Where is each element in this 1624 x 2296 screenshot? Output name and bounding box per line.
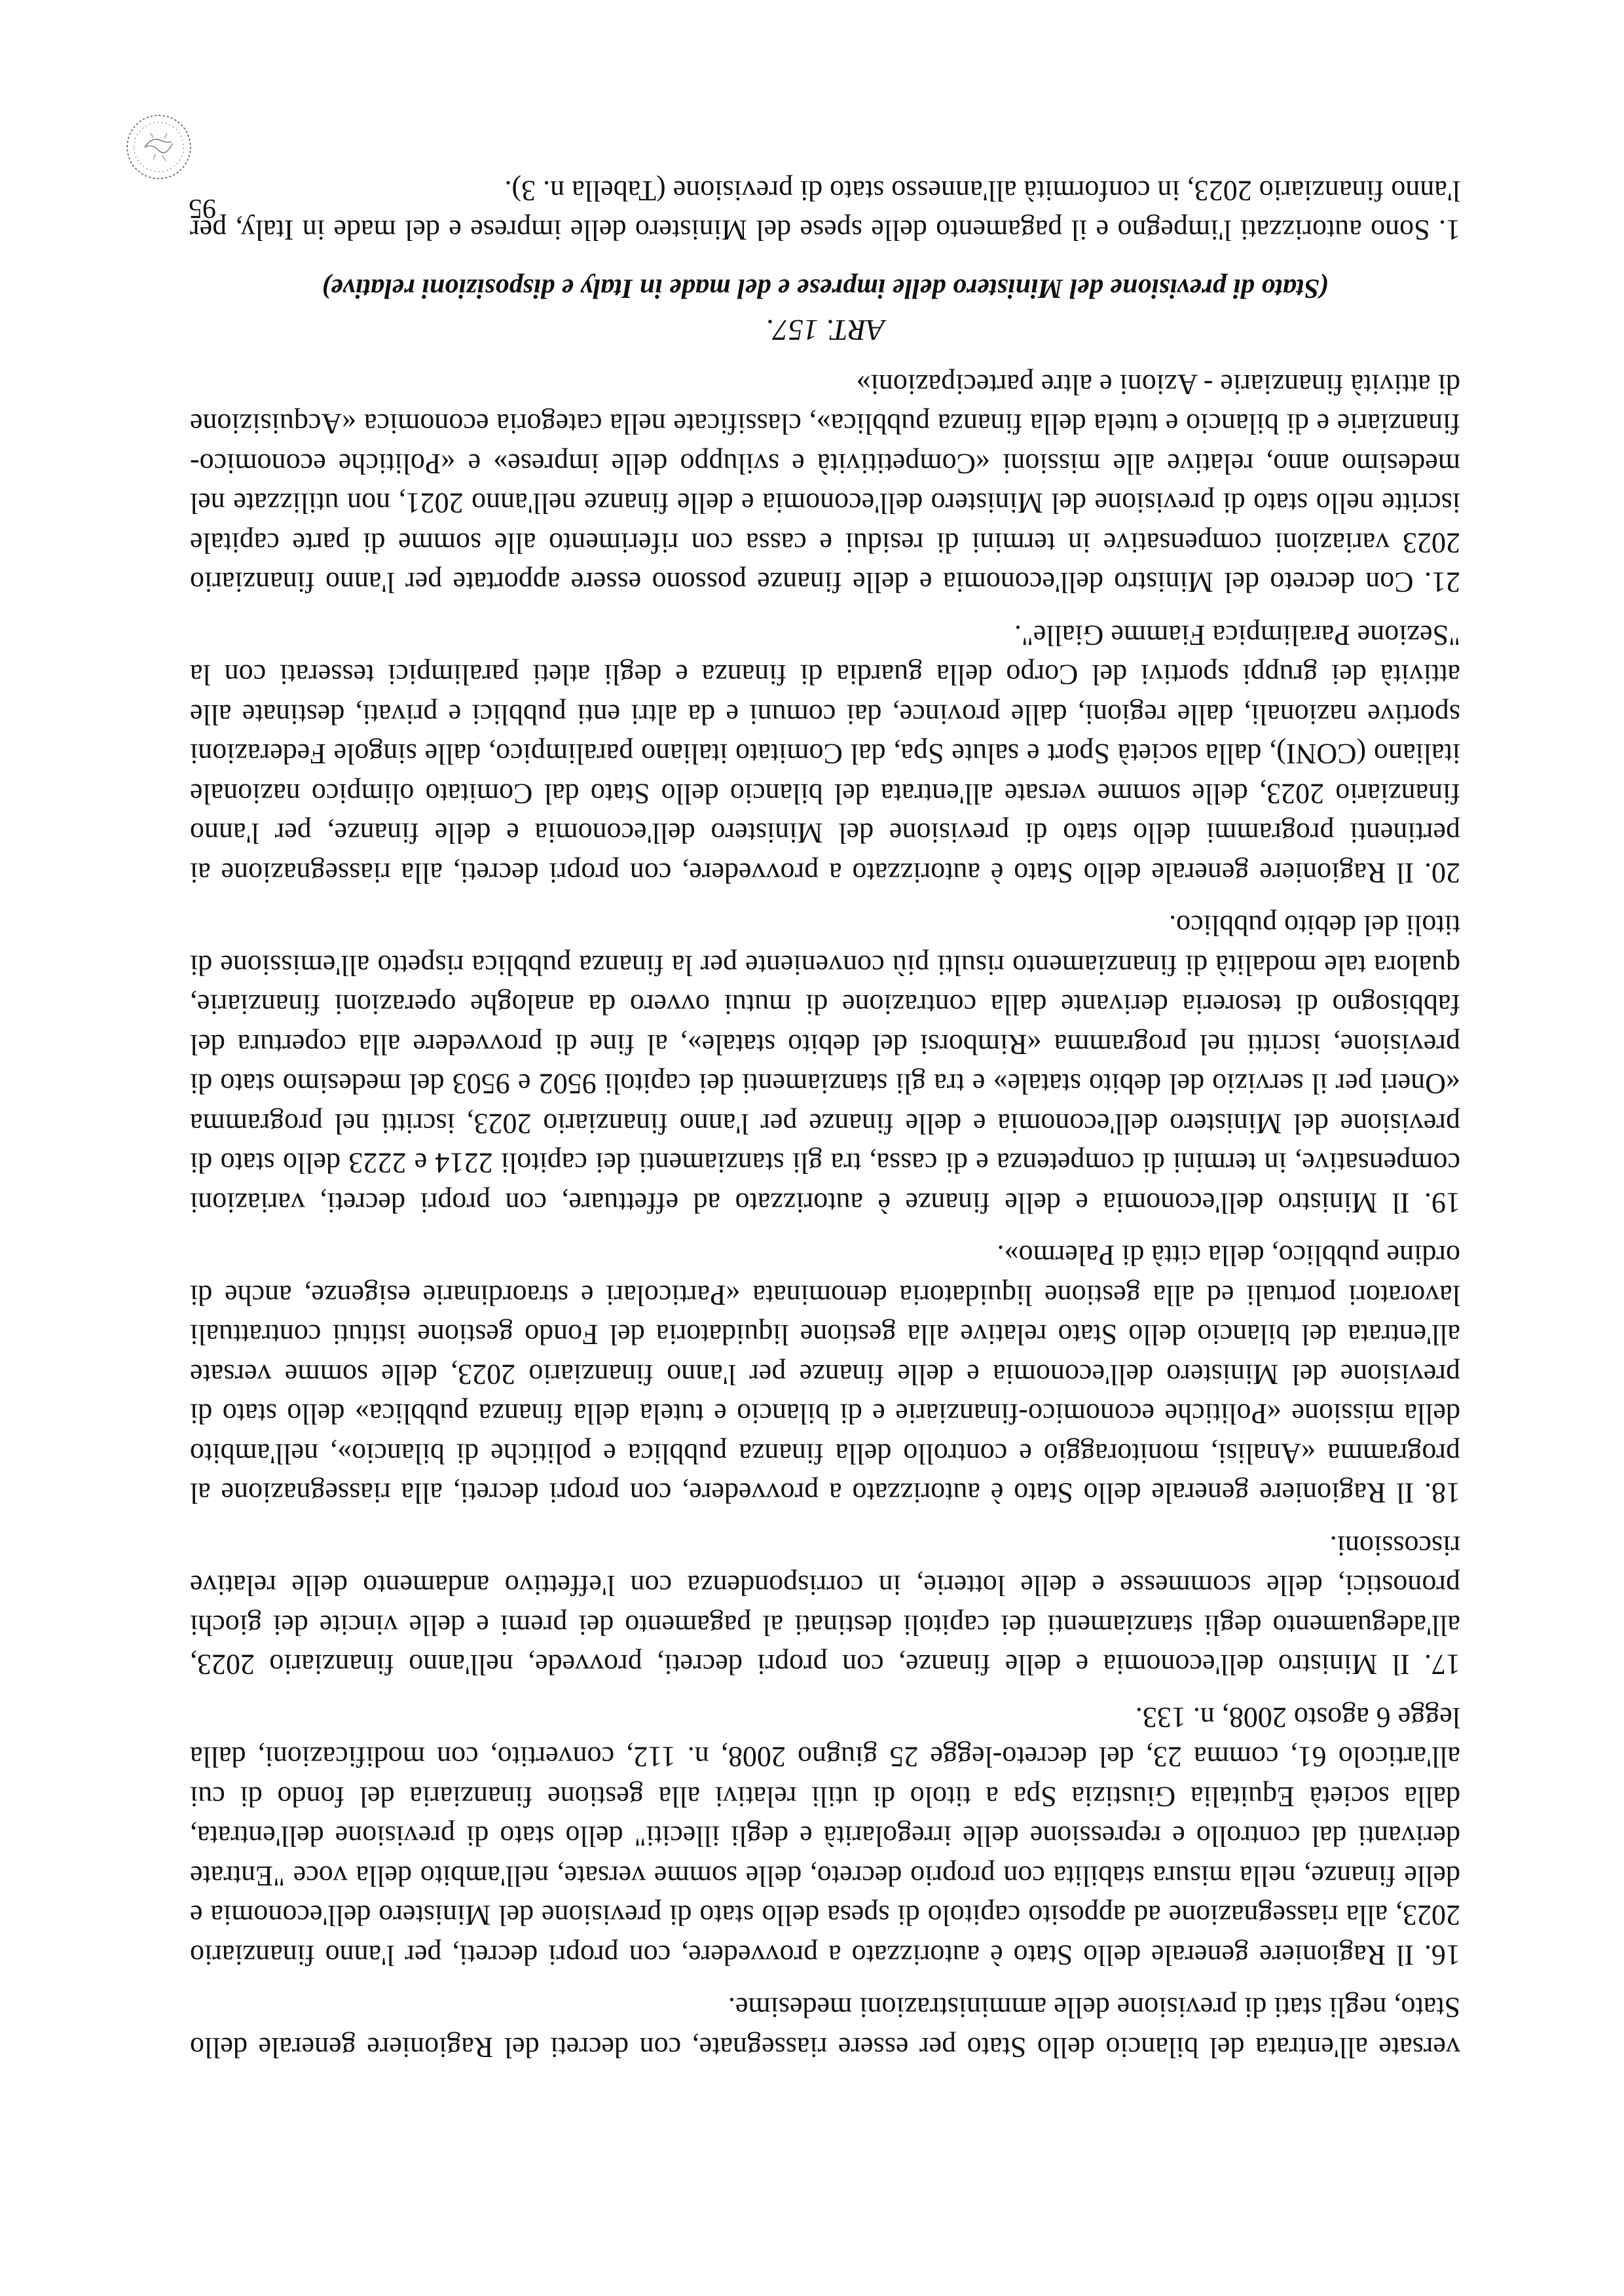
paragraph-continuation: versate all'entrata del bilancio dello Stato per essere riassegnate, con decreti del Ragioniere generale dello Stato, negli stati di previsione delle amministrazioni medesime. bbox=[190, 1992, 1460, 2064]
paragraph-16: 16. Il Ragioniere generale dello Stato è autorizzato a provvedere, con propri decreti, per l'anno finanziario 2023, alla riassegnazione ad apposito capitolo di spesa dello stato di previsione del Ministero dell'economia e delle finanze, nella misura stabilita con proprio decreto, delle somme versate, nell'ambito della voce "Entrate derivanti dal controllo e repressione delle irregolarità e degli illeciti" dello stato di previsione dell'entrata, dalla società Equitalia Giustizia Spa a titolo di utili relativi alla gestione finanziaria del fondo di cui all'articolo 61, comma 23, del decreto-legge 25 giugno 2008, n. 112, convertito, con modificazioni, dalla legge 6 agosto 2008, n. 133. bbox=[190, 1702, 1460, 1971]
paragraph-17: 17. Il Ministro dell'economia e delle finanze, con propri decreti, provvede, nell'anno finanziario 2023, all'adeguamento degli stanziamenti dei capitoli destinati al pagamento dei premi e delle vincite dei giochi pronostici, delle scommesse e delle lotterie, in corrispondenza con l'effettivo andamento delle relative riscossioni. bbox=[190, 1530, 1460, 1681]
article-subtitle: (Stato di previsione del Ministero delle imprese e del made in Italy e disposizioni relative) bbox=[322, 273, 1329, 303]
page-number: 95 bbox=[189, 193, 216, 223]
article-title: ART. 157. bbox=[766, 314, 885, 348]
paragraph-21: 21. Con decreto del Ministro dell'economia e delle finanze possono essere apportate per l'anno finanziario 2023 variazioni compensative in termini di residui e cassa con riferimento alle somme di parte capitale iscritte nello stato di previsione del Ministero dell'economia e delle finanze nell'anno 2021, non utilizzate nel medesimo anno, relative alle missioni «Competitività e sviluppo delle imprese» e «Politiche economico-finanziarie e di bilancio e tutela della finanza pubblica», classificate nella categoria economica «Acquisizione di attività finanziarie - Azioni e altre partecipazioni» bbox=[190, 369, 1460, 599]
paragraph-19: 19. Il Ministro dell'economia e delle finanze è autorizzato ad effettuare, con propri decreti, variazioni compensative, in termini di competenza e di cassa, tra gli stanziamenti dei capitoli 2214 e 2223 dello stato di previsione del Ministero dell'economia e delle finanze per l'anno finanziario 2023, iscritti nel programma «Oneri per il servizio del debito statale» e tra gli stanziamenti dei capitoli 9502 e 9503 del medesimo stato di previsione, iscritti nel programma «Rimborsi del debito statale», al fine di provvedere alla copertura del fabbisogno di tesoreria derivante dalla contrazione di mutui ovvero da analoghe operazioni finanziarie, qualora tale modalità di finanziamento risulti più conveniente per la finanza pubblica rispetto all'emissione di titoli del debito pubblico. bbox=[190, 909, 1460, 1219]
page-body bbox=[190, 171, 1460, 2068]
seal-stamp-icon bbox=[124, 113, 193, 181]
paragraph-18: 18. Il Ragioniere generale dello Stato è autorizzato a provvedere, con propri decreti, alla riassegnazione al programma «Analisi, monitoraggio e controllo della finanza pubblica e politiche di bilancio», nell'ambito della missione «Politiche economico-finanziarie e di bilancio e tutela della finanza pubblica» dello stato di previsione del Ministero dell'economia e delle finanze per l'anno finanziario 2023, delle somme versate all'entrata del bilancio dello Stato relative alla gestione liquidatoria del Fondo gestione istituti contrattuali lavoratori portuali ed alla gestione liquidatoria denominata «Particolari e straordinarie esigenze, anche di ordine pubblico, della città di Palermo». bbox=[190, 1239, 1460, 1510]
paragraph-20: 20. Il Ragioniere generale dello Stato è autorizzato a provvedere, con propri decreti, alla riassegnazione ai pertinenti programmi dello stato di previsione del Ministero dell'economia e delle finanze, per l'anno finanziario 2023, delle somme versate all'entrata del bilancio dello Stato dal Comitato olimpico nazionale italiano (CONI), dalla società Sport e salute Spa, dal Comitato italiano paralimpico, dalle singole Federazioni sportive nazionali, dalle regioni, dalle province, dai comuni e da altri enti pubblici e privati, destinate alle attività dei gruppi sportivi del Corpo della guardia di finanza e degli atleti paralimpici tesserati con la "Sezione Paralimpica Fiamme Gialle". bbox=[190, 619, 1460, 889]
article-157-paragraph-1: 1. Sono autorizzati l'impegno e il pagamento delle spese del Ministero delle imprese e del made in Italy, per l'anno finanziario 2023, in conformità all'annesso stato di previsione (Tabella n. 3). bbox=[190, 175, 1460, 247]
